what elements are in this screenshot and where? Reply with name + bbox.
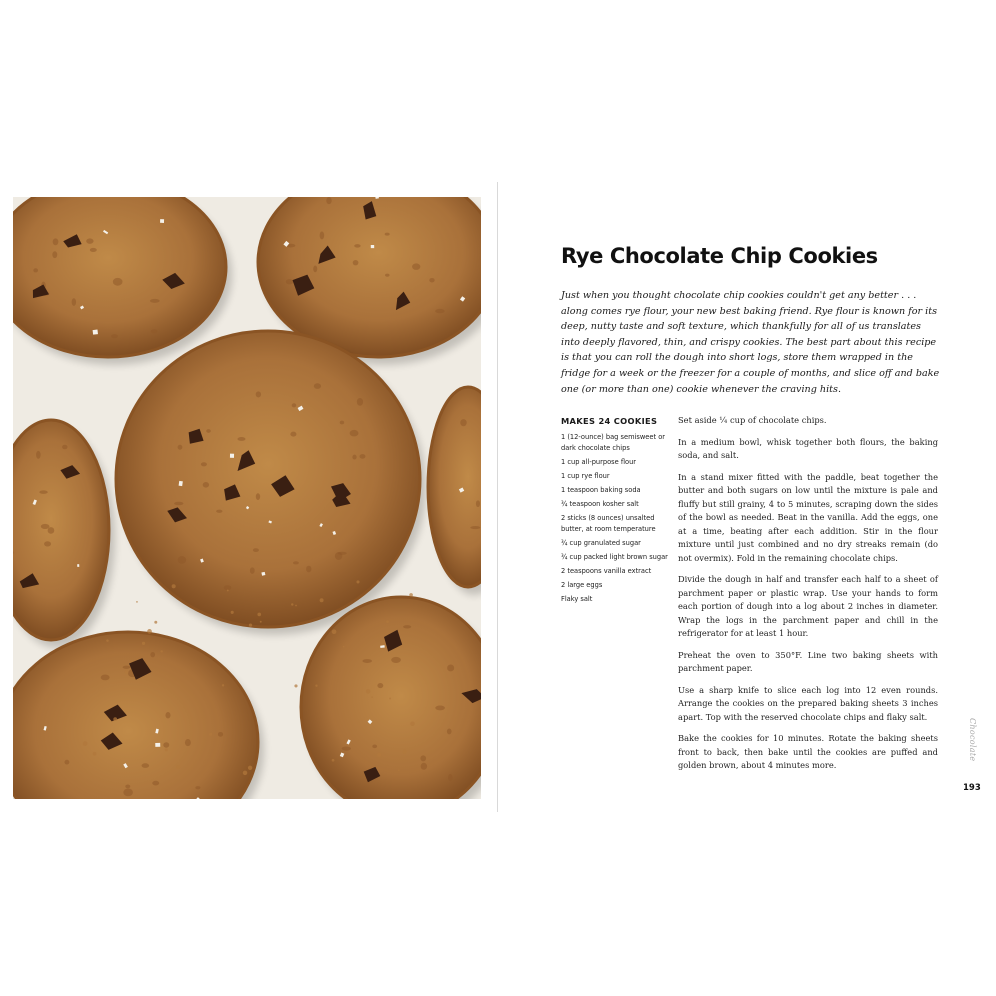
ingredient-item: ¾ cup granulated sugar bbox=[561, 537, 641, 547]
method-step: Divide the dough in half and transfer each half to a sheet of parchment paper or plastic wrap. Use your hands to form each portion of dough into a log about 2 inches in diameter. Wrap the logs in the parchment paper and chill in the refrigerator for at least 1 hour. bbox=[678, 574, 938, 638]
recipe-title: Rye Chocolate Chip Cookies bbox=[561, 244, 878, 268]
cookie-photo bbox=[13, 197, 481, 799]
method-step: In a stand mixer fitted with the paddle, beat together the butter and both sugars on low until the mixture is pale and fluffy but still grainy, 4 to 5 minutes, scraping down the sides of the bowl as needed. Beat in the vanilla. Add the eggs, one at a time, beating after each addition. Stir in the flour mixture until just combined and no dry streaks remain (do not overmix). Fold in the remaining chocolate chips. bbox=[678, 471, 938, 563]
method-step: Set aside ¼ cup of chocolate chips. bbox=[678, 415, 827, 425]
recipe-intro: Just when you thought chocolate chip cookies couldn't get any better . . . along comes rye flour, your new best baking friend. Rye flour is known for its deep, nutty taste and soft texture, which thankfully for all of us translates into deeply flavored, thin, and crispy cookies. The best part about this recipe is that you can roll the dough into short logs, store them wrapped in the fridge for a week or the freezer for a couple of months, and slice off and bake one (or more than one) cookie whenever the craving hits. bbox=[561, 290, 940, 395]
recipe-yield: MAKES 24 COOKIES bbox=[561, 416, 658, 426]
running-head: Chocolate bbox=[968, 718, 977, 762]
ingredient-item: ¾ teaspoon kosher salt bbox=[561, 498, 639, 508]
gutter-line bbox=[497, 182, 498, 812]
ingredient-item: 2 sticks (8 ounces) unsalted butter, at room temperature bbox=[561, 512, 656, 534]
ingredient-item: 2 large eggs bbox=[561, 579, 603, 589]
page-number: 193 bbox=[963, 783, 981, 793]
ingredient-item: Flaky salt bbox=[561, 593, 593, 603]
method-step: In a medium bowl, whisk together both flours, the baking soda, and salt. bbox=[678, 436, 938, 460]
method-step: Use a sharp knife to slice each log into 12 even rounds. Arrange the cookies on the prepared baking sheets 3 inches apart. Top with the reserved chocolate chips and flaky salt. bbox=[678, 684, 938, 722]
method-step: Bake the cookies for 10 minutes. Rotate the baking sheets front to back, then bake until the cookies are puffed and golden brown, about 4 minutes more. bbox=[678, 733, 938, 770]
ingredient-item: 1 cup all-purpose flour bbox=[561, 457, 637, 467]
ingredient-item: 1 teaspoon baking soda bbox=[561, 484, 641, 494]
method-steps bbox=[678, 414, 938, 781]
ingredient-item: 2 teaspoons vanilla extract bbox=[561, 565, 652, 575]
ingredient-item: ¾ cup packed light brown sugar bbox=[561, 551, 668, 561]
ingredient-item: 1 cup rye flour bbox=[561, 471, 610, 481]
ingredient-item: 1 (12-ounce) bag semisweet or dark chocolate chips bbox=[561, 432, 665, 453]
cookie-photo-art bbox=[13, 197, 481, 799]
method-step: Preheat the oven to 350°F. Line two baking sheets with parchment paper. bbox=[678, 649, 938, 673]
ingredient-list bbox=[561, 431, 669, 606]
